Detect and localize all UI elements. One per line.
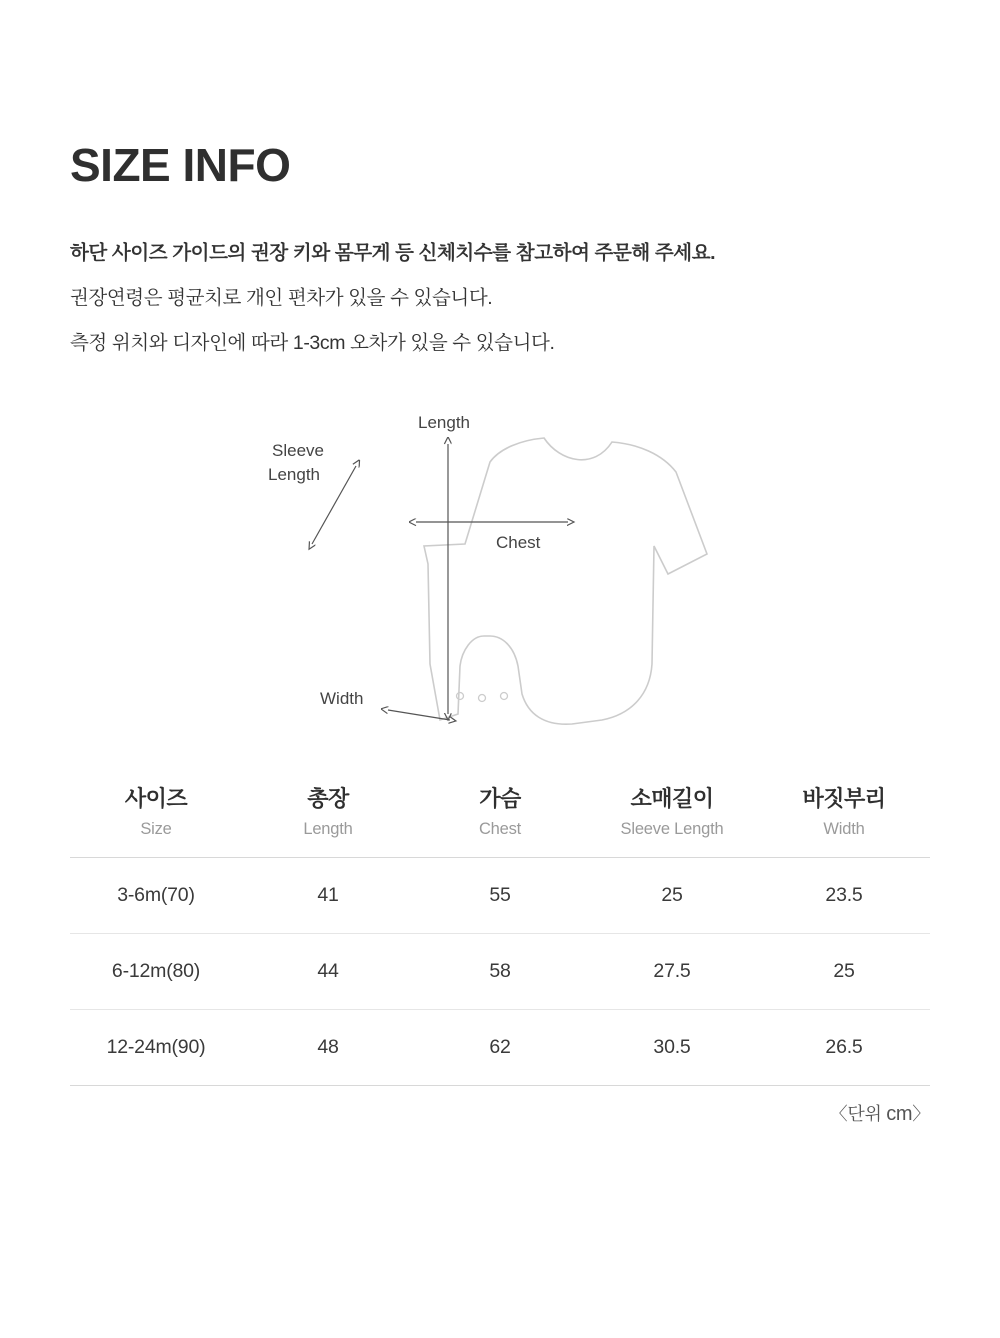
- table-row: [70, 1010, 930, 1086]
- table-header-size: [70, 768, 242, 858]
- size-table: [70, 768, 930, 1086]
- cell-size: 3-6m(70): [70, 858, 242, 934]
- cell-chest: 55: [414, 858, 586, 934]
- table-header-width-ko: 바짓부리: [802, 786, 886, 812]
- description-block: [70, 239, 930, 359]
- unit-note-value: cm: [886, 1103, 913, 1126]
- table-header-sleeve: [586, 768, 758, 858]
- table-header-chest: [414, 768, 586, 858]
- page-title: SIZE INFO: [70, 139, 291, 191]
- table-header-sleeve-en: Sleeve Length: [620, 820, 724, 839]
- table-header-sleeve-ko: 소매길이: [630, 786, 714, 812]
- description-line-2: 권장연령은 평균치로 개인 편차가 있을 수 있습니다.: [70, 286, 493, 309]
- garment-diagram-container: [70, 404, 930, 744]
- table-row: [70, 858, 930, 934]
- cell-size: 6-12m(80): [70, 934, 242, 1010]
- chest-measure-arrow: [416, 522, 568, 552]
- cell-length: 41: [242, 858, 414, 934]
- sleeve-length-measure-arrow: [268, 441, 356, 544]
- cell-chest: 62: [414, 1010, 586, 1086]
- chest-label: Chest: [496, 533, 541, 553]
- unit-note: [70, 1100, 930, 1126]
- table-header-size-ko: 사이즈: [124, 786, 188, 812]
- table-header-chest-en: Chest: [478, 820, 522, 839]
- cell-size: 12-24m(90): [70, 1010, 242, 1086]
- cell-length: 48: [242, 1010, 414, 1086]
- description-line-1: 하단 사이즈 가이드의 권장 키와 몸무게 등 신체치수를 참고하여 주문해 주세요.: [70, 241, 716, 264]
- sleeve-length-label-line1: Sleeve: [272, 441, 324, 461]
- cell-width: 23.5: [758, 858, 930, 934]
- table-header-size-en: Size: [140, 820, 172, 839]
- cell-chest: 58: [414, 934, 586, 1010]
- garment-outline: [424, 438, 707, 724]
- description-line-3: 측정 위치와 디자인에 따라 1-3cm 오차가 있을 수 있습니다.: [70, 332, 555, 355]
- cell-sleeve: 27.5: [586, 934, 758, 1010]
- table-header-row: [70, 768, 930, 858]
- table-header-chest-ko: 가슴: [479, 786, 521, 812]
- cell-width: 26.5: [758, 1010, 930, 1086]
- table-header-length: [242, 768, 414, 858]
- unit-note-prefix: 〈단위: [829, 1104, 887, 1125]
- table-header-width-en: Width: [823, 820, 865, 839]
- cell-sleeve: 30.5: [586, 1010, 758, 1086]
- width-measure-arrow: [320, 689, 450, 720]
- sleeve-length-label-line2: Length: [268, 465, 320, 485]
- width-label: Width: [320, 689, 364, 709]
- length-measure-arrow: [418, 413, 470, 714]
- snap-buttons: [457, 693, 508, 702]
- table-row: [70, 934, 930, 1010]
- cell-width: 25: [758, 934, 930, 1010]
- table-header-width: [758, 768, 930, 858]
- bodysuit-measurement-diagram: [160, 404, 840, 744]
- table-header-length-ko: 총장: [307, 786, 349, 812]
- cell-length: 44: [242, 934, 414, 1010]
- table-header-length-en: Length: [303, 820, 353, 839]
- unit-note-suffix: 〉: [912, 1104, 930, 1125]
- cell-sleeve: 25: [586, 858, 758, 934]
- length-label: Length: [418, 413, 470, 433]
